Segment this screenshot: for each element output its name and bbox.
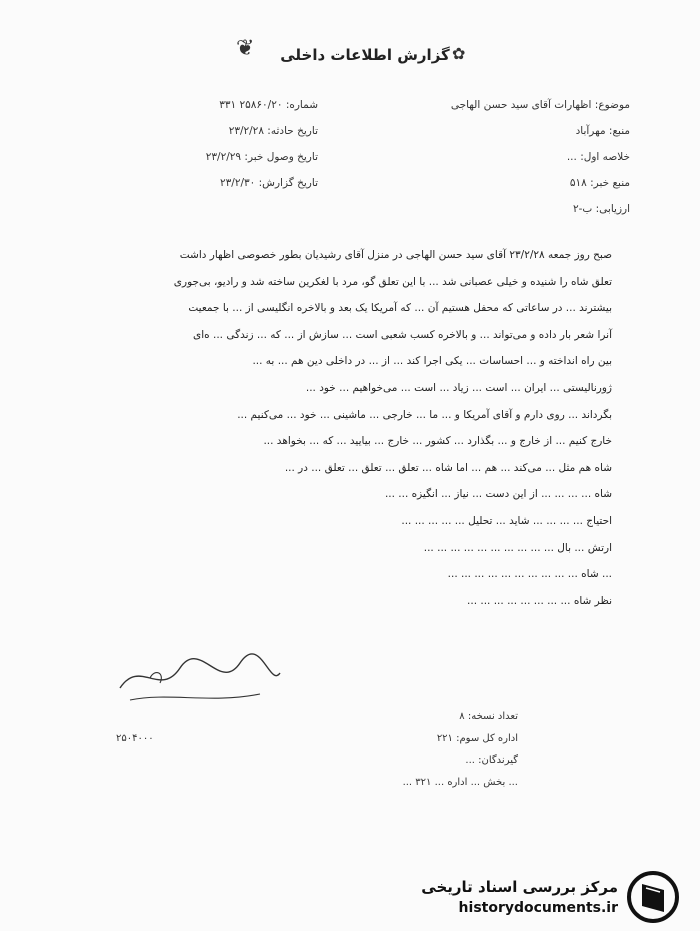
department-line: اداره کل سوم: ۲۲۱ — [436, 733, 518, 744]
body-line: بین راه انداخته و ... احساسات ... یکی اجرا کند ... از ... در داخلی دین هم ... به ... — [252, 355, 612, 368]
body-line: صبح روز جمعه ۲۳/۲/۲۸ آقای سید حسن الهاجی در منزل آقای رشیدیان بطور خصوصی اظهار داشت — [179, 249, 612, 261]
watermark — [410, 868, 690, 926]
body-line: ژورنالیستی ... ایران ... است ... زیاد ... است ... می‌خواهیم ... خود ... — [305, 381, 612, 394]
document-title: گزارش اطلاعات داخلی — [280, 46, 450, 64]
archive-number: ۲۵۰۴۰۰۰ — [116, 733, 154, 744]
emblem-icon: ❦ — [236, 36, 255, 61]
recipients-line: گیرندگان: ... — [465, 755, 518, 766]
watermark-url: historydocuments.ir — [458, 900, 618, 916]
body-line: آنرا شعر بار داده و می‌تواند ... و بالاخره کسب شعبی است ... سازش از ... که ... زندگی ... ه‌ای — [193, 328, 612, 341]
incident-date-field: تاریخ حادثه: ۲۳/۲/۲۸ — [228, 125, 318, 137]
body-line: شاه ... ... ... ... از این دست ... نیاز ... انگیزه ... ... — [384, 488, 612, 501]
received-date-field: تاریخ وصول خبر: ۲۳/۲/۲۹ — [205, 151, 318, 163]
archive-logo-icon — [626, 870, 680, 924]
evaluation-line: ارزیابی: ب-۲ — [572, 203, 630, 215]
number-field: شماره: ۲۵۸۶۰/۲۰ ۳۳۱ — [219, 99, 318, 111]
emblem-icon: ✿ — [452, 44, 466, 63]
body-line: نظر شاه ... ... ... ... ... ... ... ... — [467, 594, 612, 607]
body-line: ... شاه ... ... ... ... ... ... ... ... ... ... — [447, 568, 612, 581]
report-body — [96, 242, 612, 614]
watermark-persian: مرکز بررسی اسناد تاریخی — [421, 878, 618, 896]
note-line: ... بخش ... اداره ... ۳۲۱ ... — [402, 777, 518, 788]
copies-line: تعداد نسخه: ۸ — [459, 711, 518, 722]
body-line: خارج کنیم ... از خارج و ... بگذارد ... کشور ... خارج ... بیایید ... که ... بخواهد ... — [263, 435, 612, 448]
report-date-field: تاریخ گزارش: ۲۳/۲/۳۰ — [220, 177, 318, 189]
body-line: شاه هم مثل ... می‌کند ... هم ... اما شاه ... تعلق ... تعلق ... تعلق ... در ... — [284, 461, 612, 474]
body-line: ارتش ... بال ... ... ... ... ... ... ... ... ... ... — [423, 541, 612, 554]
body-line: بگرداند ... روی دارم و آقای آمریکا و ... ما ... خارجی ... ماشینی ... خود ... می‌کنیم ... — [237, 408, 612, 421]
meta-block — [118, 92, 318, 196]
source-number-line: منبع خبر: ۵۱۸ — [569, 177, 630, 189]
body-line: بیشترند ... در ساعاتی که محفل هستیم آن ... که آمریکا یک بعد و بالاخره انگلیسی از ... با جمعیت — [188, 302, 612, 315]
distribution-block — [218, 706, 518, 794]
summary-line: خلاصه اول: ... — [566, 151, 630, 163]
handwritten-signature — [110, 648, 290, 708]
body-line: احتیاج ... ... ... ... شاید ... تحلیل ... ... ... ... ... — [401, 514, 612, 527]
source-line: منبع: مهرآباد — [575, 125, 630, 137]
subject-block — [330, 92, 630, 222]
subject-line: موضوع: اظهارات آقای سید حسن الهاجی — [450, 99, 630, 111]
body-line: تعلق شاه را شنیده و خیلی عصبانی شد ... با این تعلق گو، مرد با لغکرین ساخته شد و رادیو، بی‌جوری — [173, 275, 612, 288]
